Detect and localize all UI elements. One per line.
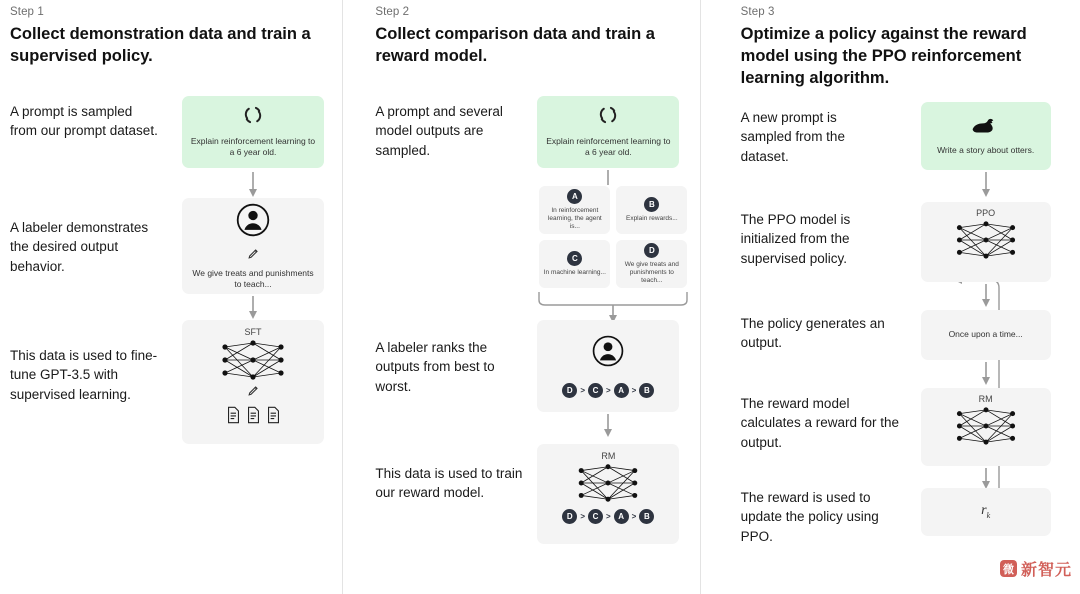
prompt-box-step2: [537, 96, 679, 168]
prompt-box-step1: [182, 96, 324, 168]
output-label-a: A: [567, 189, 582, 204]
output-label-c: C: [567, 251, 582, 266]
merge-arrow-step2: [533, 290, 693, 324]
arrow-down-step3-2: [979, 284, 993, 308]
ppo-label: PPO: [976, 207, 996, 218]
step-1-description-2: A labeler demonstrates the desired output behavior.: [10, 219, 149, 274]
document-icon: [226, 406, 241, 424]
rm-label-step3: RM: [978, 393, 993, 404]
prompt-box-step3: [921, 102, 1051, 170]
arrow-down-step1-1: [246, 172, 260, 198]
output-label-d: D: [644, 243, 659, 258]
step-2-description-1: A prompt and several model outputs are sampled.: [375, 103, 503, 158]
neural-network-icon: [948, 218, 1024, 262]
rank-pill-2: C: [588, 509, 603, 524]
rank-gt: >: [605, 385, 611, 395]
arrow-down-step3-1: [979, 172, 993, 198]
arrow-down-step3-3: [979, 362, 993, 386]
neural-network-icon: [948, 404, 1024, 448]
neural-network-icon: [569, 461, 647, 505]
step-3-label: Step 3: [740, 6, 775, 18]
arrow-down-step3-4: [979, 468, 993, 490]
rank-pill-1: D: [562, 383, 577, 398]
arrow-down-step2-1: [601, 170, 615, 186]
ranking-box-step2: [537, 320, 679, 412]
labeler-box-step1: [182, 198, 324, 294]
pencil-icon: [247, 247, 260, 265]
output-label-b: B: [644, 197, 659, 212]
rm-model-box-step2: [537, 444, 679, 544]
otter-icon: [969, 115, 1003, 140]
rank-pill-3: A: [614, 383, 629, 398]
rank-pill-4: B: [639, 383, 654, 398]
sft-label: SFT: [244, 326, 262, 337]
prompt-text-step1: Explain reinforcement learning to a 6 year old.: [190, 136, 316, 158]
output-d: [616, 240, 687, 288]
neural-network-icon: [213, 337, 293, 383]
step-2-description-2: A labeler ranks the outputs from best to worst.: [375, 339, 495, 394]
arrow-down-step1-2: [246, 296, 260, 320]
reward-box-step3: [921, 488, 1051, 536]
step-1-description-3: This data is used to fine-tune GPT-3.5 with supervised learning.: [10, 347, 158, 402]
step-2-label: Step 2: [375, 6, 410, 18]
labeler-text-step1: We give treats and punishments to teach...: [192, 267, 314, 289]
rank-pill-2: C: [588, 383, 603, 398]
step-1-label: Step 1: [10, 6, 44, 18]
output-text-c: In machine learning...: [543, 268, 606, 276]
document-icon: [266, 406, 281, 424]
sparkle-icon: [243, 105, 263, 130]
output-box-step3: [921, 310, 1051, 360]
arrow-down-step2-2: [601, 414, 615, 438]
step-3-column: [715, 0, 1080, 594]
rm-label-step2: RM: [601, 450, 616, 461]
output-text-a: In reinforcement learning, the agent is...: [547, 206, 602, 230]
output-a: [539, 186, 610, 234]
sparkle-icon: [598, 105, 618, 130]
ranking-pills-rm: [562, 509, 654, 524]
sft-model-box: [182, 320, 324, 444]
step-1-title: Collect demonstration data and train a supervised policy.: [10, 25, 311, 65]
person-icon: [591, 334, 625, 373]
output-b: [616, 186, 687, 234]
rank-gt: >: [580, 511, 585, 521]
step-3-description-3: The policy generates an output.: [740, 315, 885, 351]
rank-gt: >: [631, 511, 637, 521]
pencil-icon: [247, 384, 260, 402]
document-icon: [246, 406, 261, 424]
person-icon-svg: [235, 202, 271, 238]
rank-gt: >: [631, 385, 637, 395]
rank-pill-1: D: [562, 509, 577, 524]
output-c: [539, 240, 610, 288]
step-3-description-5: The reward is used to update the policy using PPO.: [740, 489, 879, 544]
rank-pill-4: B: [639, 509, 654, 524]
prompt-text-step3: Write a story about otters.: [937, 145, 1035, 156]
step-1-description-1: A prompt is sampled from our prompt dataset.: [10, 103, 158, 139]
rank-pill-3: A: [614, 509, 629, 524]
document-icons: [226, 406, 281, 424]
step-3-title: Optimize a policy against the reward model using the PPO reinforcement learning algorithm.: [740, 25, 1027, 87]
ranking-pills-labeler: [562, 383, 654, 398]
watermark-text: 新智元: [1020, 560, 1072, 579]
output-text-b: Explain rewards...: [625, 214, 678, 222]
reward-symbol: r: [981, 503, 987, 519]
step-2-description-3: This data is used to train our reward model.: [375, 465, 523, 501]
step-3-description-2: The PPO model is initialized from the supervised policy.: [740, 211, 851, 266]
output-text-step3: Once upon a time...: [948, 329, 1023, 340]
step-3-description-4: The reward model calculates a reward for the output.: [740, 395, 899, 450]
step-3-description-1: A new prompt is sampled from the dataset.: [740, 109, 845, 164]
step-2-column: [349, 0, 714, 594]
step-2-title: Collect comparison data and train a reward model.: [375, 25, 655, 65]
watermark: [1000, 557, 1072, 580]
person-icon: [235, 202, 271, 243]
rank-gt: >: [605, 511, 611, 521]
reward-subscript: k: [986, 511, 991, 521]
wechat-badge-icon: 微: [1000, 560, 1017, 577]
step-1-column: [0, 0, 349, 594]
prompt-text-step2: Explain reinforcement learning to a 6 year old.: [546, 136, 671, 158]
output-text-d: We give treats and punishments to teach...: [624, 260, 679, 284]
rank-gt: >: [580, 385, 585, 395]
ppo-model-box: [921, 202, 1051, 282]
model-outputs-grid: [539, 186, 687, 288]
rm-model-box-step3: [921, 388, 1051, 466]
